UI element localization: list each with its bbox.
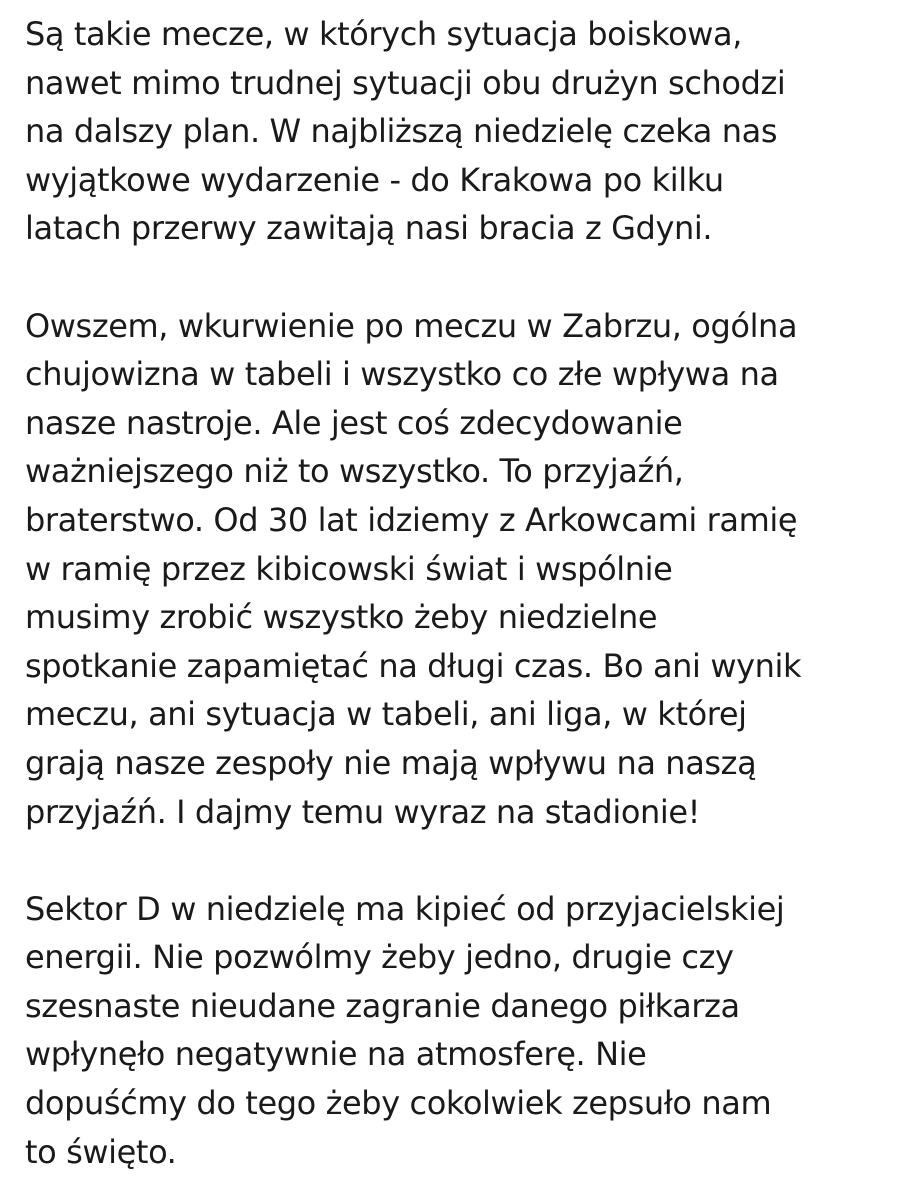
text-line: wpłynęło negatywnie na atmosferę. Nie: [25, 1035, 647, 1074]
text-line: grają nasze zespoły nie mają wpływu na naszą: [25, 743, 757, 782]
text-line: na dalszy plan. W najbliższą niedzielę czeka nas: [25, 112, 778, 151]
text-line: nasze nastroje. Ale jest coś zdecydowanie: [25, 403, 683, 442]
text-line: Owszem, wkurwienie po meczu w Zabrzu, ogólna: [25, 306, 798, 345]
text-line: Sektor D w niedzielę ma kipieć od przyjacielskiej: [25, 889, 785, 928]
text-line: musimy zrobić wszystko żeby niedzielne: [25, 598, 658, 637]
paragraph-2: [25, 302, 895, 837]
text-line: chujowizna w tabeli i wszystko co złe wpływa na: [25, 355, 779, 394]
text-line: nawet mimo trudnej sytuacji obu drużyn schodzi: [25, 63, 786, 102]
text-line: szesnaste nieudane zagranie danego piłkarza: [25, 986, 740, 1025]
text-line: energii. Nie pozwólmy żeby jedno, drugie czy: [25, 938, 734, 977]
text-line: to święto.: [25, 1132, 177, 1171]
post-text: [25, 10, 895, 1176]
text-line: spotkanie zapamiętać na długi czas. Bo ani wynik: [25, 646, 802, 685]
text-line: przyjaźń. I dajmy temu wyraz na stadionie!: [25, 792, 701, 831]
text-line: dopuśćmy do tego żeby cokolwiek zepsuło nam: [25, 1084, 772, 1123]
text-line: ważniejszego niż to wszystko. To przyjaźń,: [25, 452, 684, 491]
paragraph-1: [25, 10, 895, 253]
text-line: latach przerwy zawitają nasi bracia z Gdyni.: [25, 209, 713, 248]
text-line: w ramię przez kibicowski świat i wspólnie: [25, 549, 673, 588]
text-line: wyjątkowe wydarzenie - do Krakowa po kilku: [25, 160, 724, 199]
text-line: Są takie mecze, w których sytuacja boiskowa,: [25, 15, 743, 53]
text-line: braterstwo. Od 30 lat idziemy z Arkowcami ramię: [25, 500, 798, 539]
text-line: meczu, ani sytuacja w tabeli, ani liga, w której: [25, 695, 747, 734]
paragraph-3: [25, 885, 895, 1177]
